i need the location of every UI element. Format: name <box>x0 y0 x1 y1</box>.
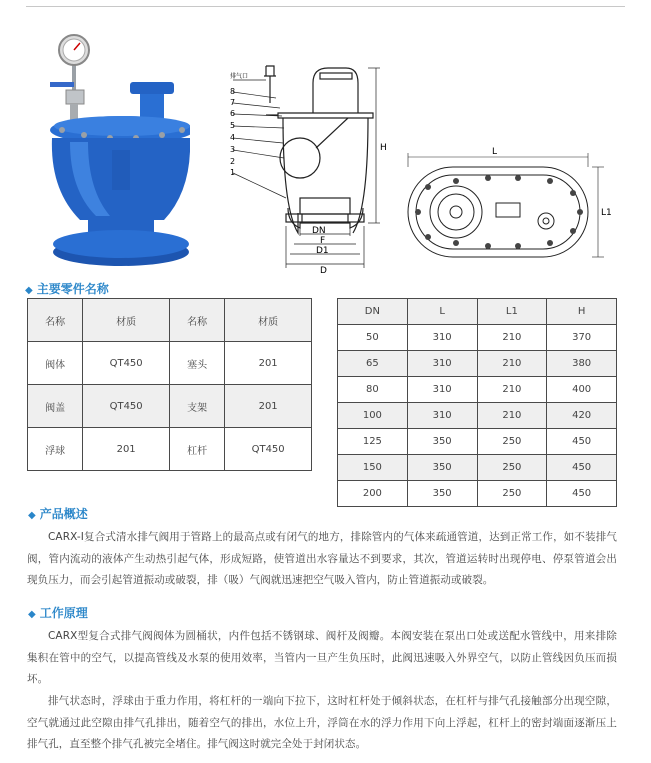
svg-text:3: 3 <box>230 145 236 154</box>
table-row: 150 350 250 450 <box>338 455 617 481</box>
svg-text:1: 1 <box>230 168 236 177</box>
diamond-icon: ◆ <box>28 510 36 521</box>
parts-heading: ◆ 主要零件名称 <box>25 282 109 296</box>
svg-text:2: 2 <box>230 157 236 166</box>
svg-text:4: 4 <box>230 133 236 142</box>
svg-text:L: L <box>492 147 498 157</box>
top-view-drawing <box>398 145 618 270</box>
principle-heading: ◆ 工作原理 <box>28 606 88 620</box>
table-row: DN L L1 H <box>338 299 617 325</box>
dimensions-table <box>337 298 617 507</box>
svg-text:D: D <box>320 266 327 276</box>
svg-text:DN: DN <box>312 226 326 236</box>
table-row: 阀体 QT450 塞头 201 <box>28 342 312 385</box>
svg-text:H: H <box>380 143 387 153</box>
overview-text: CARX-I复合式清水排气阀用于管路上的最高点或有闭气的地方，排除管内的气体来疏通管道，达到正常工作，如不装排气阀，管内流动的液体产生动热引起气体，形成短路，使管道出水容量达不到要求，其次，管道运转时出现停电、停泵管道会出现负压力，而会引起管道振动或破裂，排（吸）气阀就迅速把空气吸入管内，防止管道振动或破裂。 <box>27 531 617 586</box>
table-row: 80 310 210 400 <box>338 377 617 403</box>
parts-table <box>27 298 312 471</box>
table-row: 阀盖 QT450 支架 201 <box>28 385 312 428</box>
principle-text-2: 排气状态时，浮球由于重力作用，将杠杆的一端向下拉下，这时杠杆处于倾斜状态，在杠杆与排气孔接触部分出现空隙，空气就通过此空隙由排气孔排出，随着空气的排出，水位上升，浮筒在水的浮力作用下向上浮起，杠杆上的密封端面逐渐压上排气孔，直至整个排气孔被完全堵住。排气阀这时就完全处于封闭状态。 <box>27 695 617 750</box>
table-row: 200 350 250 450 <box>338 481 617 507</box>
diamond-icon: ◆ <box>25 285 33 296</box>
table-row: 浮球 201 杠杆 QT450 <box>28 428 312 471</box>
svg-text:D1: D1 <box>316 246 329 256</box>
svg-text:8: 8 <box>230 87 236 96</box>
diamond-icon: ◆ <box>28 609 36 620</box>
table-row: 65 310 210 380 <box>338 351 617 377</box>
svg-text:7: 7 <box>230 98 236 107</box>
table-row: 125 350 250 450 <box>338 429 617 455</box>
table-row: 名称 材质 名称 材质 <box>28 299 312 342</box>
svg-text:F: F <box>320 236 326 246</box>
section-drawing <box>228 58 393 283</box>
table-row: 100 310 210 420 <box>338 403 617 429</box>
drawing-label-exhaust: 排气口 <box>230 73 249 80</box>
table-row: 50 310 210 370 <box>338 325 617 351</box>
svg-text:5: 5 <box>230 121 236 130</box>
overview-heading: ◆ 产品概述 <box>28 507 88 521</box>
top-rule <box>26 6 625 7</box>
svg-text:L1: L1 <box>601 208 612 218</box>
valve-photo <box>40 30 190 275</box>
principle-text-1: CARX型复合式排气阀阀体为圆桶状，内件包括不锈钢球、阀杆及阀瓣。本阀安装在泵出口处或送配水管线中，用来排除集积在管中的空气，以提高管线及水泵的使用效率，当管内一旦产生负压时，此阀迅速吸入外界空气，以防止管线因负压而损坏。 <box>27 630 617 685</box>
svg-text:6: 6 <box>230 109 236 118</box>
